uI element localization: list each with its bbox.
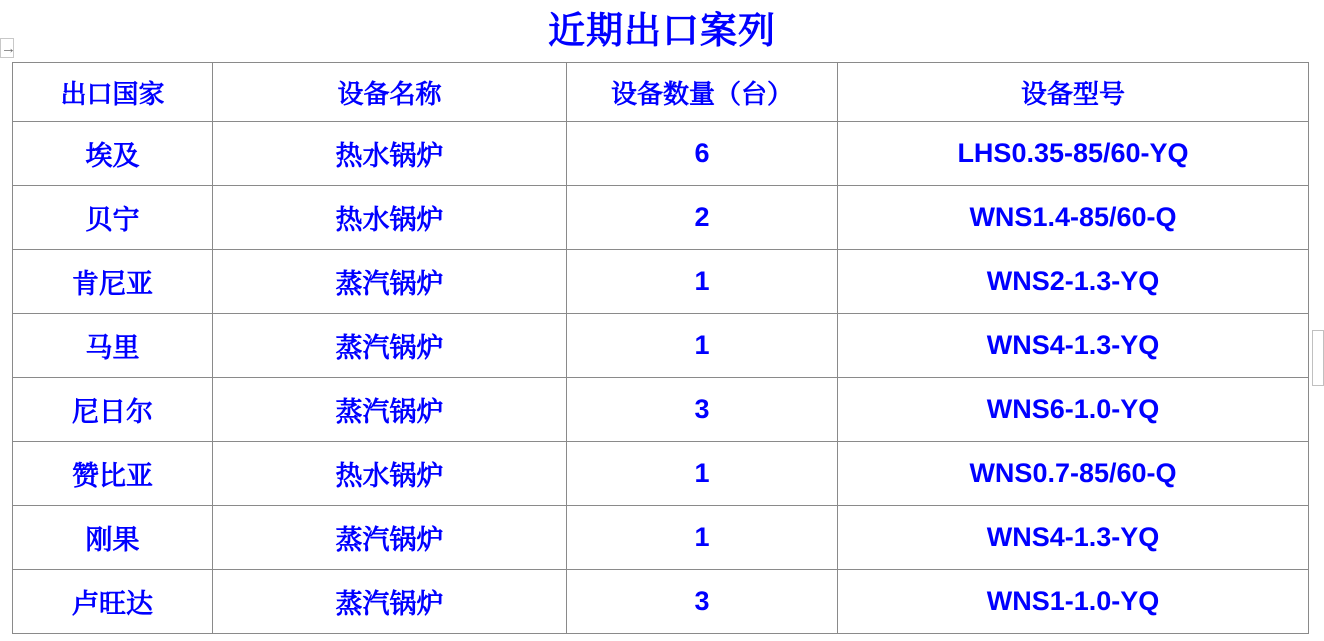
cell-country: 卢旺达 <box>13 570 213 634</box>
cell-model: WNS4-1.3-YQ <box>838 506 1309 570</box>
cell-quantity: 2 <box>567 186 838 250</box>
cell-equipment-name: 蒸汽锅炉 <box>213 570 567 634</box>
cell-equipment-name: 热水锅炉 <box>213 122 567 186</box>
table-row <box>13 122 1309 186</box>
cell-equipment-name: 蒸汽锅炉 <box>213 378 567 442</box>
cell-equipment-name: 热水锅炉 <box>213 186 567 250</box>
cell-quantity: 1 <box>567 250 838 314</box>
cell-model: WNS0.7-85/60-Q <box>838 442 1309 506</box>
page-title: 近期出口案列 <box>548 10 776 51</box>
cell-country: 贝宁 <box>13 186 213 250</box>
cell-model: WNS6-1.0-YQ <box>838 378 1309 442</box>
cell-country: 马里 <box>13 314 213 378</box>
table-row <box>13 570 1309 634</box>
scroll-right-arrow-icon[interactable]: → <box>1 40 16 57</box>
cell-country: 刚果 <box>13 506 213 570</box>
cell-quantity: 6 <box>567 122 838 186</box>
cell-model: WNS4-1.3-YQ <box>838 314 1309 378</box>
table-row <box>13 442 1309 506</box>
table-row <box>13 378 1309 442</box>
column-header-equipment-name: 设备名称 <box>213 63 567 122</box>
cell-equipment-name: 蒸汽锅炉 <box>213 314 567 378</box>
cell-quantity: 3 <box>567 378 838 442</box>
cell-quantity: 1 <box>567 442 838 506</box>
cell-model: LHS0.35-85/60-YQ <box>838 122 1309 186</box>
cell-country: 赞比亚 <box>13 442 213 506</box>
cell-country: 埃及 <box>13 122 213 186</box>
table-row <box>13 314 1309 378</box>
cell-country: 肯尼亚 <box>13 250 213 314</box>
cell-equipment-name: 热水锅炉 <box>213 442 567 506</box>
cell-model: WNS1-1.0-YQ <box>838 570 1309 634</box>
column-header-model: 设备型号 <box>838 63 1309 122</box>
cell-equipment-name: 蒸汽锅炉 <box>213 250 567 314</box>
scrollbar-handle[interactable] <box>1312 330 1324 386</box>
column-header-quantity: 设备数量（台） <box>567 63 838 122</box>
cell-equipment-name: 蒸汽锅炉 <box>213 506 567 570</box>
cell-quantity: 3 <box>567 570 838 634</box>
cell-country: 尼日尔 <box>13 378 213 442</box>
cell-model: WNS1.4-85/60-Q <box>838 186 1309 250</box>
table-row <box>13 250 1309 314</box>
export-cases-table <box>12 62 1309 634</box>
cell-quantity: 1 <box>567 314 838 378</box>
table-row <box>13 506 1309 570</box>
cell-quantity: 1 <box>567 506 838 570</box>
table-header-row <box>13 63 1309 122</box>
table-row <box>13 186 1309 250</box>
cell-model: WNS2-1.3-YQ <box>838 250 1309 314</box>
column-header-country: 出口国家 <box>13 63 213 122</box>
